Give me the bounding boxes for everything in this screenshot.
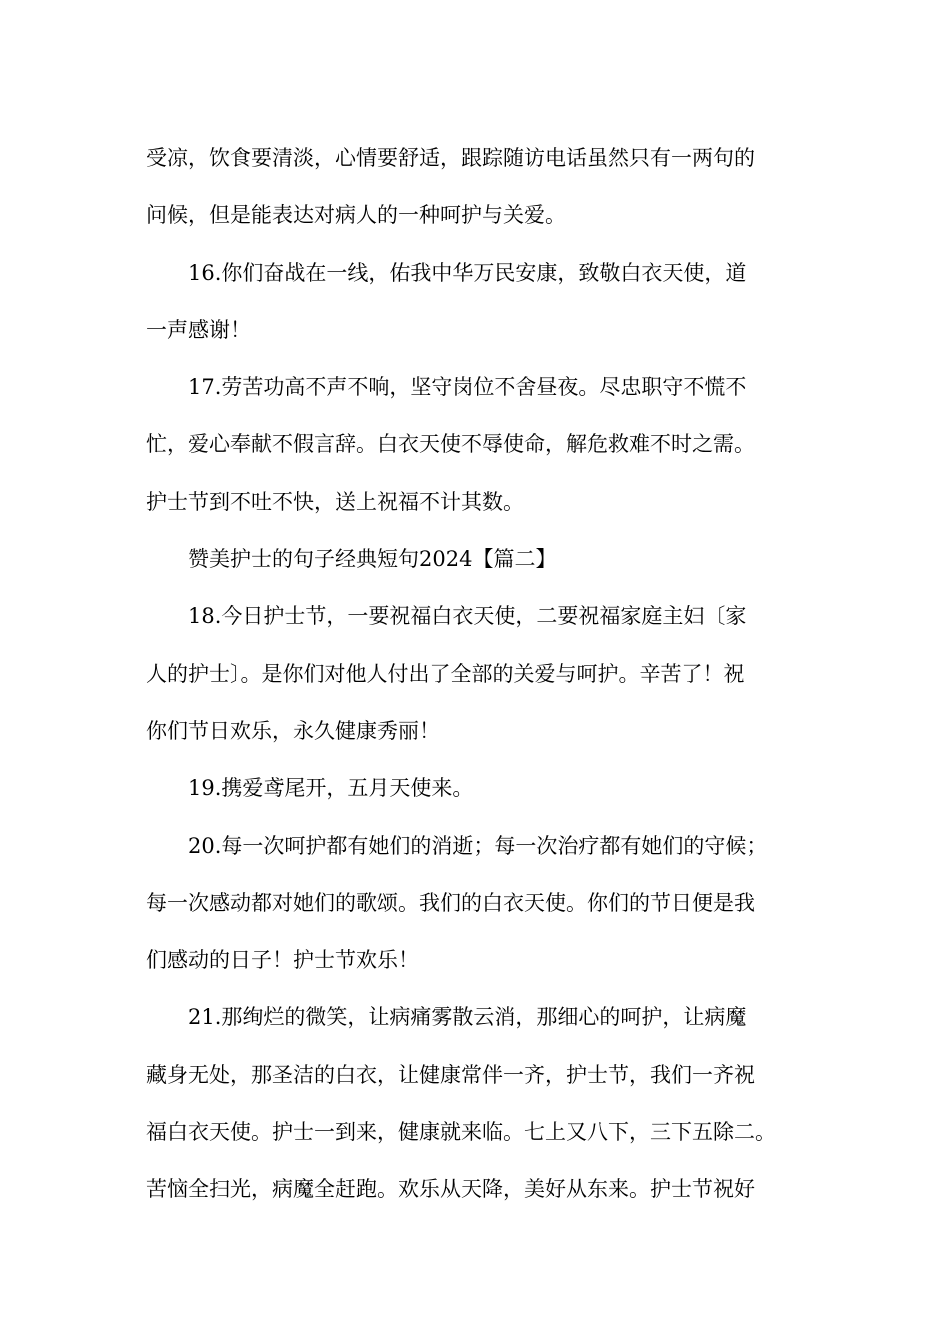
text-line: 21.那绚烂的微笑，让病痛雾散云消，那细心的呵护，让病魔 bbox=[188, 1005, 747, 1030]
paragraph-21 bbox=[146, 989, 826, 1218]
text-line: 19.携爱鸢尾开，五月天使来。 bbox=[188, 776, 474, 801]
text-line: 16.你们奋战在一线，佑我中华万民安康，致敬白衣天使，道 bbox=[188, 260, 747, 285]
paragraph-19 bbox=[146, 760, 826, 817]
text-line: 20.每一次呵护都有她们的消逝；每一次治疗都有她们的守候； bbox=[188, 833, 768, 858]
text-line: 人的护士〕。是你们对他人付出了全部的关爱与呵护。辛苦了！祝 bbox=[146, 661, 745, 686]
section-heading-text: 赞美护士的句子经典短句2024【篇二】 bbox=[188, 547, 557, 572]
text-line: 一声感谢！ bbox=[146, 317, 251, 342]
text-line: 每一次感动都对她们的歌颂。我们的白衣天使。你们的节日便是我 bbox=[146, 890, 755, 915]
text-line: 忙，爱心奉献不假言辞。白衣天使不辱使命，解危救难不时之需。 bbox=[146, 432, 755, 457]
document-body bbox=[146, 130, 826, 1219]
text-line: 苦恼全扫光，病魔全赶跑。欢乐从天降，美好从东来。护士节祝好 bbox=[146, 1177, 755, 1202]
paragraph-17 bbox=[146, 359, 826, 531]
text-line: 们感动的日子！护士节欢乐！ bbox=[146, 948, 419, 973]
text-line: 问候，但是能表达对病人的一种呵护与关爱。 bbox=[146, 203, 566, 228]
text-line: 藏身无处，那圣洁的白衣，让健康常伴一齐，护士节，我们一齐祝 bbox=[146, 1062, 755, 1087]
text-line: 福白衣天使。护士一到来，健康就来临。七上又八下，三下五除二。 bbox=[146, 1120, 776, 1145]
text-line: 你们节日欢乐，永久健康秀丽！ bbox=[146, 718, 440, 743]
text-line: 护士节到不吐不快，送上祝福不计其数。 bbox=[146, 489, 524, 514]
section-heading bbox=[146, 531, 826, 588]
paragraph-15-continued bbox=[146, 130, 826, 245]
text-line: 17.劳苦功高不声不响，坚守岗位不舍昼夜。尽忠职守不慌不 bbox=[188, 375, 747, 400]
text-line: 受凉，饮食要清淡，心情要舒适，跟踪随访电话虽然只有一两句的 bbox=[146, 146, 755, 170]
paragraph-18 bbox=[146, 588, 826, 760]
paragraph-16 bbox=[146, 245, 826, 360]
text-line: 18.今日护士节，一要祝福白衣天使，二要祝福家庭主妇〔家 bbox=[188, 604, 747, 629]
paragraph-20 bbox=[146, 818, 826, 990]
